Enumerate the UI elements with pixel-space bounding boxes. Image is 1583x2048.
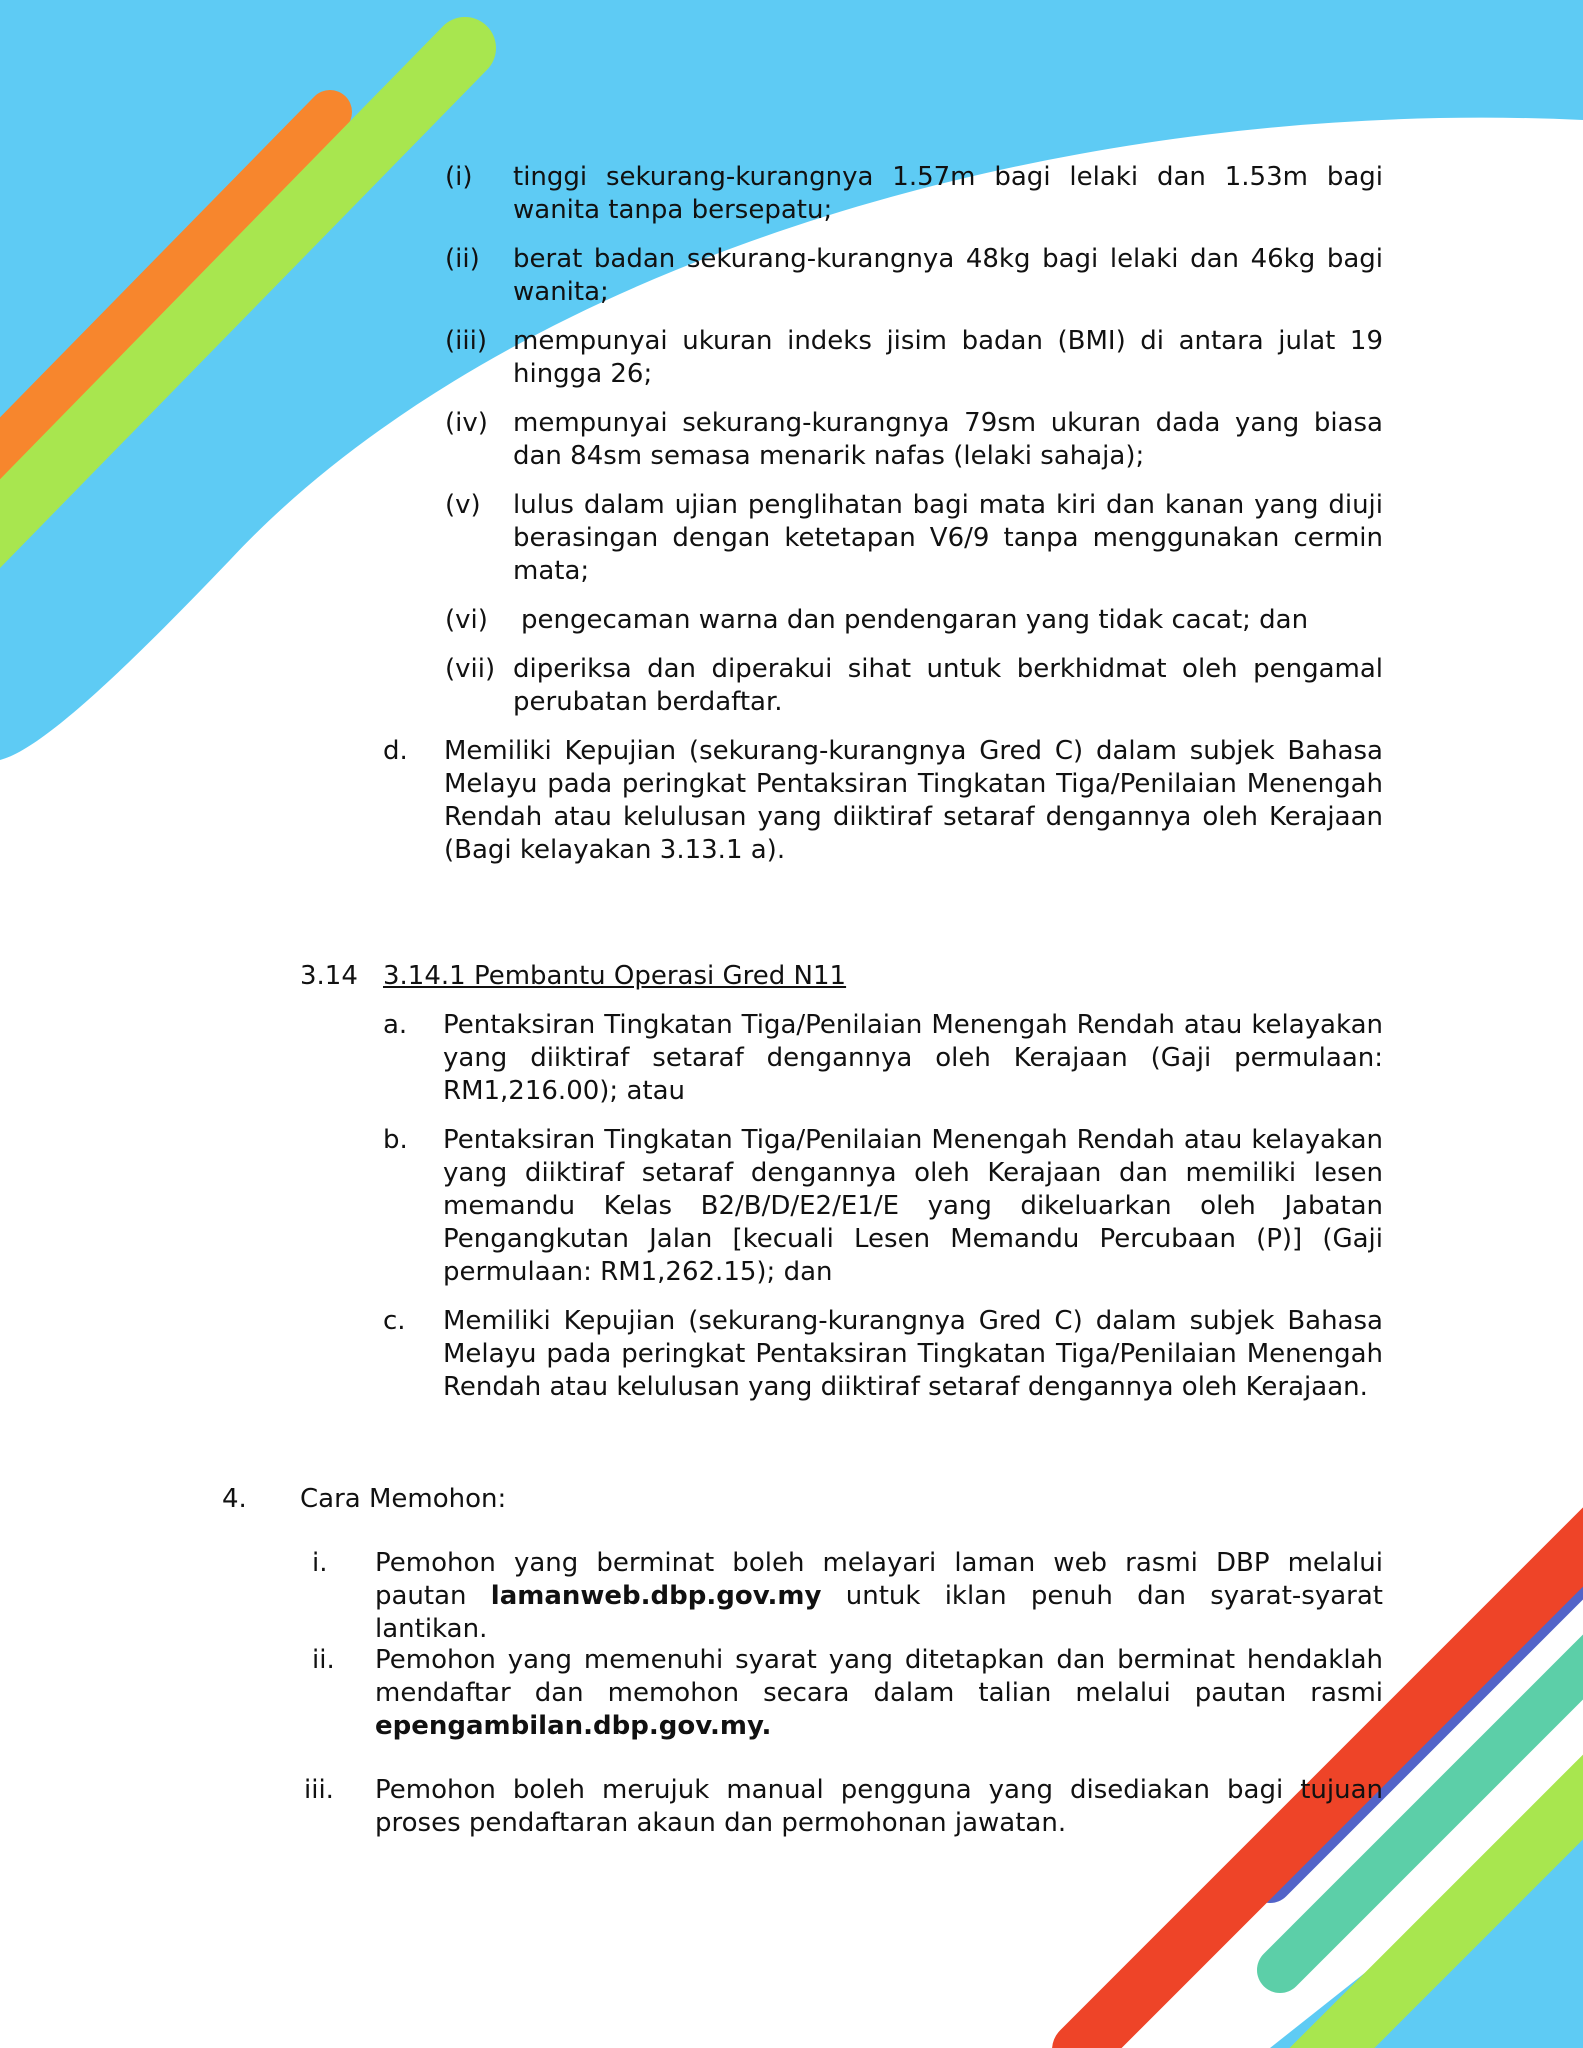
item-text: mempunyai sekurang-kurangnya 79sm ukuran dada yang biasa dan 84sm semasa menarik nafas (lelaki sahaja); — [513, 408, 1383, 471]
item-text: diperiksa dan diperakui sihat untuk berkhidmat oleh pengamal perubatan berdaftar. — [513, 654, 1383, 717]
item-number: ii. — [312, 1645, 335, 1675]
item-text: Memiliki Kepujian (sekurang-kurangnya Gred C) dalam subjek Bahasa Melayu pada peringkat Pentaksiran Tingkatan Tiga/Penilaian Menengah Rendah atau kelulusan yang diiktiraf setaraf dengannya oleh Kerajaan. — [443, 1306, 1383, 1402]
item-number: d. — [383, 736, 408, 766]
item-number: (v) — [445, 490, 481, 520]
application-link[interactable]: epengambilan.dbp.gov.my. — [375, 1711, 772, 1741]
item-number: (ii) — [445, 244, 480, 274]
website-link[interactable]: lamanweb.dbp.gov.my — [490, 1581, 822, 1611]
item-text: Memiliki Kepujian (sekurang-kurangnya Gred C) dalam subjek Bahasa Melayu pada peringkat Pentaksiran Tingkatan Tiga/Penilaian Menengah Rendah atau kelulusan yang diiktiraf setaraf dengannya oleh Kerajaan (Bagi kelayakan 3.13.1 a). — [444, 736, 1383, 865]
item-text: tinggi sekurang-kurangnya 1.57m bagi lelaki dan 1.53m bagi wanita tanpa bersepatu; — [513, 162, 1383, 225]
section-heading: 3.14.1 Pembantu Operasi Gred N11 — [383, 961, 847, 991]
item-number: (iv) — [445, 408, 488, 438]
item-text: pengecaman warna dan pendengaran yang tidak cacat; dan — [521, 605, 1309, 635]
item-text: berat badan sekurang-kurangnya 48kg bagi lelaki dan 46kg bagi wanita; — [513, 244, 1383, 307]
item-text: mempunyai ukuran indeks jisim badan (BMI) di antara julat 19 hingga 26; — [513, 326, 1383, 389]
item-number: (vii) — [445, 654, 496, 684]
section-number: 4. — [222, 1484, 247, 1514]
item-number: a. — [383, 1010, 408, 1040]
item-number: iii. — [304, 1775, 334, 1805]
item-text: Pemohon boleh merujuk manual pengguna yang disediakan bagi tujuan proses pendaftaran akaun dan permohonan jawatan. — [375, 1775, 1383, 1838]
item-number: (i) — [445, 162, 473, 192]
item-number: c. — [383, 1306, 406, 1336]
item-text: Pentaksiran Tingkatan Tiga/Penilaian Menengah Rendah atau kelayakan yang diiktiraf setaraf dengannya oleh Kerajaan dan memiliki lesen memandu Kelas B2/B/D/E2/E1/E yang dikeluarkan oleh Jabatan Pengangkutan Jalan [kecuali Lesen Memandu Percubaan (P)] (Gaji permulaan: RM1,262.15); dan — [443, 1125, 1383, 1287]
item-number: i. — [312, 1548, 328, 1578]
item-text: Pemohon yang berminat boleh melayari laman web rasmi DBP melalui pautan lamanweb.dbp.gov.my untuk iklan penuh dan syarat-syarat lantikan. — [375, 1548, 1383, 1644]
section-number: 3.14 — [300, 961, 358, 991]
item-text: lulus dalam ujian penglihatan bagi mata kiri dan kanan yang diuji berasingan dengan ketetapan V6/9 tanpa menggunakan cermin mata; — [513, 490, 1383, 586]
item-number: (vi) — [445, 605, 488, 635]
item-text: Pemohon yang memenuhi syarat yang ditetapkan dan berminat hendaklah mendaftar dan memohon secara dalam talian melalui pautan rasmi epengambilan.dbp.gov.my. — [375, 1645, 1383, 1741]
section-heading: Cara Memohon: — [300, 1484, 507, 1514]
item-number: (iii) — [445, 326, 487, 356]
item-number: b. — [383, 1125, 408, 1155]
item-text: Pentaksiran Tingkatan Tiga/Penilaian Menengah Rendah atau kelayakan yang diiktiraf setaraf dengannya oleh Kerajaan (Gaji permulaan: RM1,216.00); atau — [443, 1010, 1383, 1106]
